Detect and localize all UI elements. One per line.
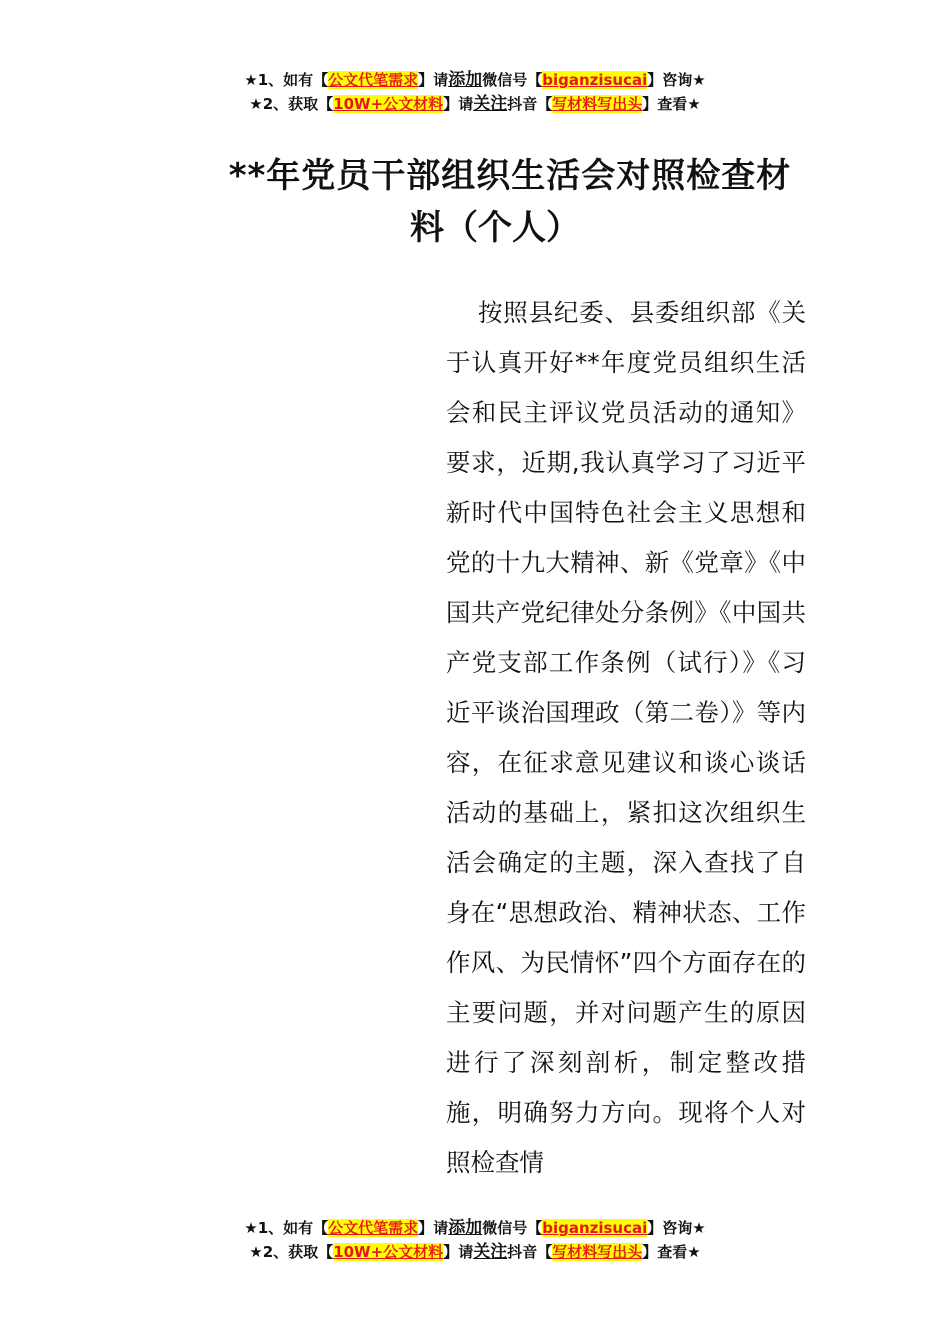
header-banner <box>0 68 950 116</box>
banner-highlight: 写材料写出头 <box>552 1243 643 1261</box>
body-paragraph: 按照县纪委、县委组织部《关于认真开好**年度党员组织生活会和民主评议党员活动的通知》要求，近期,我认真学习了习近平新时代中国特色社会主义思想和党的十九大精神、新《党章》《中国共产党纪律处分条例》《中国共产党支部工作条例（试行）》《习近平谈治国理政（第二卷）》等内容，在征求意见建议和谈心谈话活动的基础上，紧扣这次组织生活会确定的主题，深入查找了自身在“思想政治、精神状态、工作作风、为民情怀”四个方面存在的主要问题，并对问题产生的原因进行了深刻剖析，制定整改措施，明确努力方向。现将个人对照检查情 <box>446 298 806 1177</box>
banner-highlight: 10W+公文材料 <box>333 1243 444 1261</box>
banner-emphasis: 添加 <box>448 70 483 90</box>
banner-text: 】咨询★ <box>647 1219 706 1237</box>
banner-text: 抖音【 <box>507 1243 553 1261</box>
banner-emphasis: 添加 <box>448 1218 483 1238</box>
banner-text: 】请 <box>418 71 449 89</box>
title-line-2: 料（个人） <box>410 208 580 248</box>
banner-text: 】请 <box>418 1219 449 1237</box>
banner-text: 】咨询★ <box>647 71 706 89</box>
banner-highlight: 公文代笔需求 <box>328 1219 419 1237</box>
footer-banner <box>0 1216 950 1264</box>
title-line-1: **年党员干部组织生活会对照检查材 <box>228 156 792 196</box>
banner-text: 微信号【 <box>482 71 543 89</box>
banner-text: 】请 <box>443 95 474 113</box>
banner-highlight: 10W+公文材料 <box>333 95 444 113</box>
banner-text: 抖音【 <box>507 95 553 113</box>
banner-highlight: biganzisucai <box>542 71 648 89</box>
banner-line-2 <box>0 92 950 116</box>
banner-emphasis: 关注 <box>473 94 508 114</box>
banner-highlight: 公文代笔需求 <box>328 71 419 89</box>
banner-line-1 <box>0 1216 950 1240</box>
banner-text: 】查看★ <box>642 1243 701 1261</box>
banner-text: 】请 <box>443 1243 474 1261</box>
document-title <box>220 150 800 254</box>
banner-highlight: 写材料写出头 <box>552 95 643 113</box>
banner-text: ★2、获取【 <box>249 1243 334 1261</box>
banner-text: 微信号【 <box>482 1219 543 1237</box>
banner-text: ★1、如有【 <box>244 71 329 89</box>
banner-highlight: biganzisucai <box>542 1219 648 1237</box>
banner-text: ★1、如有【 <box>244 1219 329 1237</box>
banner-line-2 <box>0 1240 950 1264</box>
banner-text: 】查看★ <box>642 95 701 113</box>
banner-line-1 <box>0 68 950 92</box>
banner-emphasis: 关注 <box>473 1242 508 1262</box>
banner-text: ★2、获取【 <box>249 95 334 113</box>
